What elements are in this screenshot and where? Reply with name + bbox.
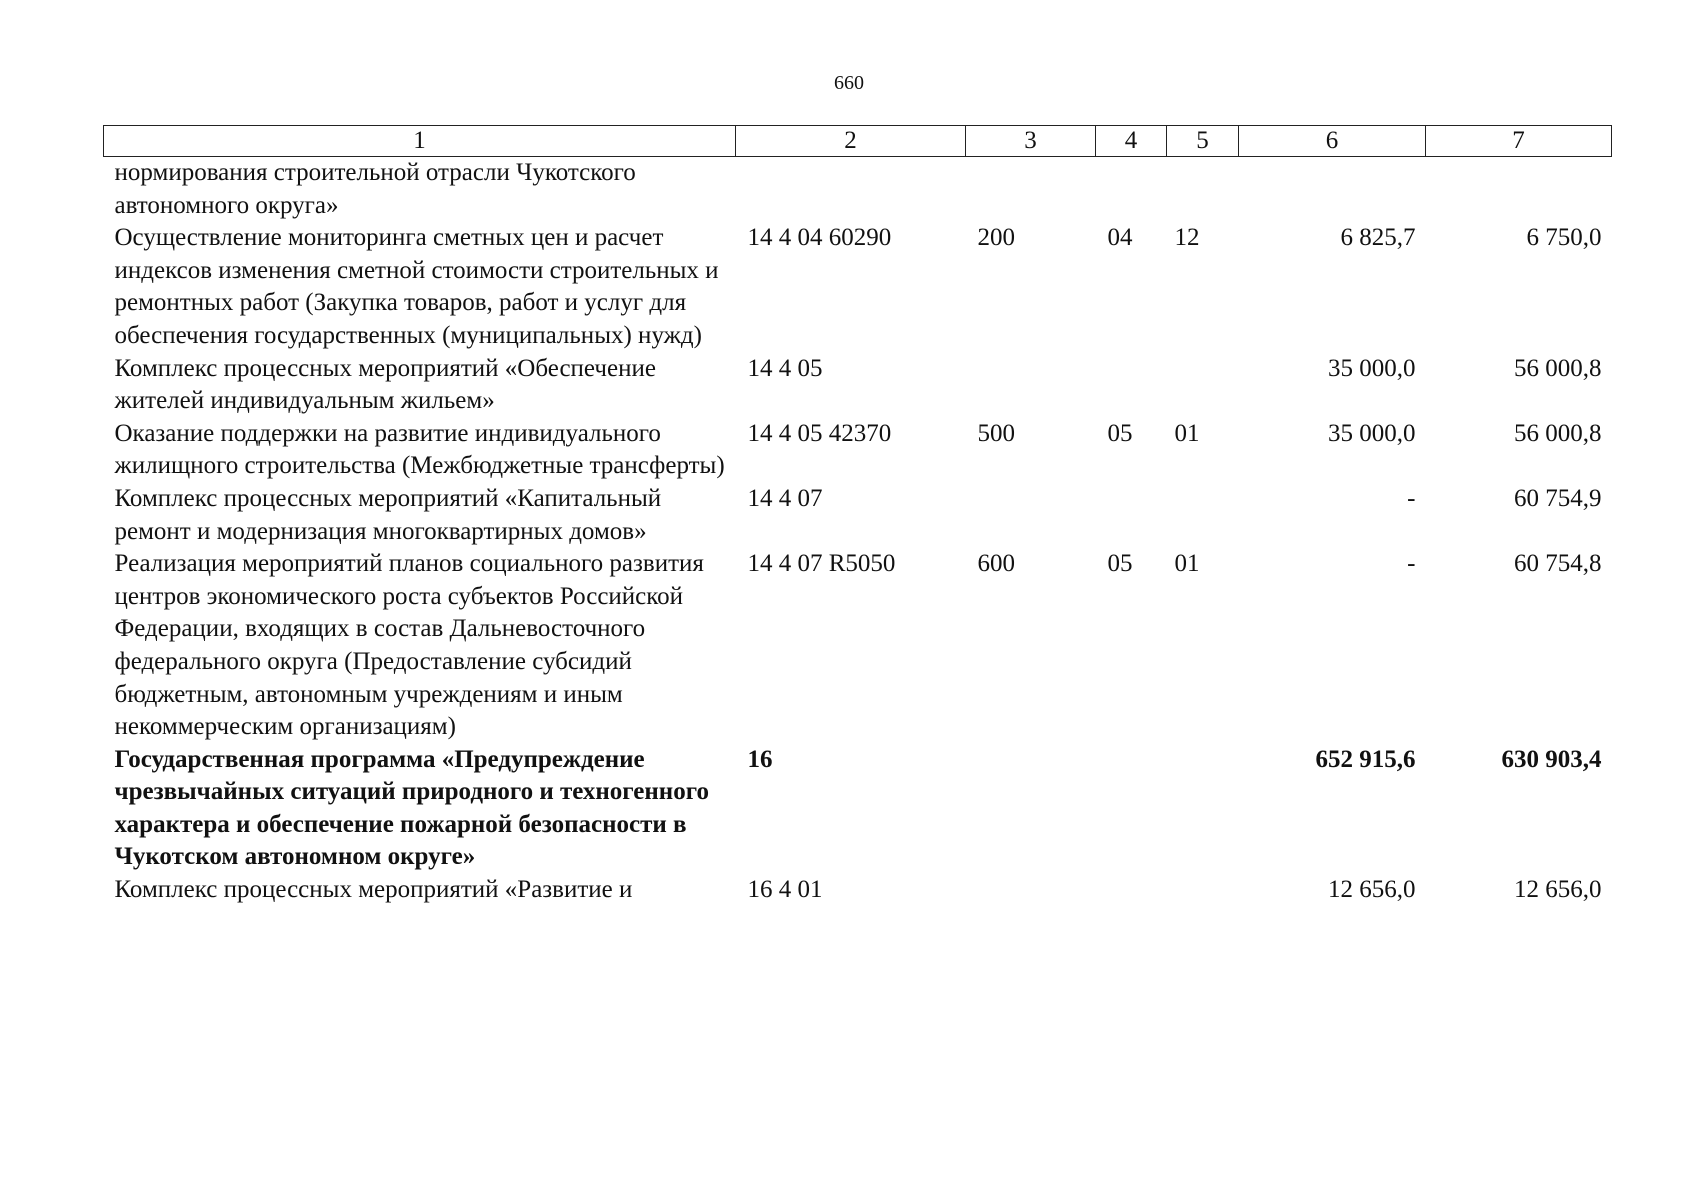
table-row: [104, 222, 1612, 352]
column-header-3: 3: [966, 126, 1096, 157]
row-code: 14 4 07: [747, 484, 823, 512]
budget-table: [103, 125, 1612, 907]
row-amount-6: 35 000,0: [1328, 354, 1416, 382]
row-subsection: [1167, 157, 1239, 223]
row-name: Оказание поддержки на развитие индивидуального жилищного строительства (Межбюджетные трансферты): [114, 419, 725, 480]
table-row: [104, 353, 1612, 418]
row-amount-6: [1239, 157, 1426, 223]
row-amount-7: 60 754,9: [1514, 484, 1602, 512]
column-header-6: 6: [1239, 126, 1426, 157]
column-header-4: 4: [1096, 126, 1167, 157]
row-code: 16: [747, 745, 773, 773]
row-amount-7: 56 000,8: [1514, 354, 1602, 382]
row-amount-7: 56 000,8: [1514, 419, 1602, 447]
row-code: 14 4 07 R5050: [747, 550, 896, 578]
table-row: [104, 157, 1612, 223]
row-expense-type: 200: [977, 224, 1015, 252]
row-amount-6: -: [1407, 484, 1416, 512]
table-row: [104, 548, 1612, 744]
row-code: 14 4 05: [747, 354, 823, 382]
row-section: [1096, 874, 1167, 907]
column-header-5: 5: [1167, 126, 1239, 157]
row-name: Комплекс процессных мероприятий «Обеспечение жителей индивидуальным жильем»: [114, 354, 656, 415]
header-row: [104, 126, 1612, 157]
row-expense-type: 500: [977, 419, 1015, 447]
row-section: [1096, 353, 1167, 418]
row-expense-type: [966, 874, 1096, 907]
row-amount-7: 12 656,0: [1514, 876, 1602, 904]
row-section: [1096, 483, 1167, 548]
row-code: 14 4 05 42370: [747, 419, 892, 447]
row-expense-type: 600: [977, 550, 1015, 578]
table-row: [104, 483, 1612, 548]
row-amount-7: 630 903,4: [1501, 745, 1602, 773]
row-expense-type: [966, 483, 1096, 548]
row-code: [736, 157, 966, 223]
column-header-2: 2: [736, 126, 966, 157]
row-amount-7: 60 754,8: [1514, 550, 1602, 578]
row-subsection: [1167, 353, 1239, 418]
row-subsection: [1167, 874, 1239, 907]
row-section: [1096, 157, 1167, 223]
row-subsection: [1167, 483, 1239, 548]
row-amount-6: 652 915,6: [1315, 745, 1416, 773]
row-expense-type: [966, 744, 1096, 874]
row-name: Комплекс процессных мероприятий «Капитальный ремонт и модернизация многоквартирных домов»: [114, 484, 662, 545]
row-section: 05: [1107, 550, 1133, 578]
row-section: 04: [1107, 224, 1133, 252]
row-subsection: 01: [1174, 419, 1200, 447]
row-amount-6: 6 825,7: [1340, 224, 1416, 252]
row-expense-type: [966, 353, 1096, 418]
row-subsection: [1167, 744, 1239, 874]
row-subsection: 01: [1174, 550, 1200, 578]
row-code: 14 4 04 60290: [747, 224, 892, 252]
row-amount-6: 12 656,0: [1328, 876, 1416, 904]
row-code: 16 4 01: [747, 876, 823, 904]
table-row: [104, 418, 1612, 483]
page-number: 660: [834, 72, 864, 94]
row-subsection: 12: [1174, 224, 1200, 252]
row-amount-6: 35 000,0: [1328, 419, 1416, 447]
row-section: 05: [1107, 419, 1133, 447]
row-name: Реализация мероприятий планов социального развития центров экономического роста субъектов Российской Федерации, входящих в состав Дальневосточного федерального округа (Предоставление субсидий бюджетным, автономным учреждениям и иным некоммерческим организациям): [114, 550, 704, 741]
column-header-1: 1: [104, 126, 736, 157]
row-name: нормирования строительной отрасли Чукотского автономного округа»: [114, 159, 636, 219]
row-name: Осуществление мониторинга сметных цен и расчет индексов изменения сметной стоимости строительных и ремонтных работ (Закупка товаров, работ и услуг для обеспечения государственных (муниципальных) нужд): [114, 224, 719, 349]
row-name: Комплекс процессных мероприятий «Развитие и: [114, 876, 633, 904]
column-header-7: 7: [1426, 126, 1612, 157]
row-name: Государственная программа «Предупреждение чрезвычайных ситуаций природного и техногенного характера и обеспечение пожарной безопасности в Чукотском автономном округе»: [114, 745, 709, 871]
table-row: [104, 744, 1612, 874]
row-amount-7: 6 750,0: [1526, 224, 1602, 252]
row-expense-type: [966, 157, 1096, 223]
row-amount-6: -: [1407, 550, 1416, 578]
row-section: [1096, 744, 1167, 874]
row-amount-7: [1426, 157, 1612, 223]
table-row: [104, 874, 1612, 907]
